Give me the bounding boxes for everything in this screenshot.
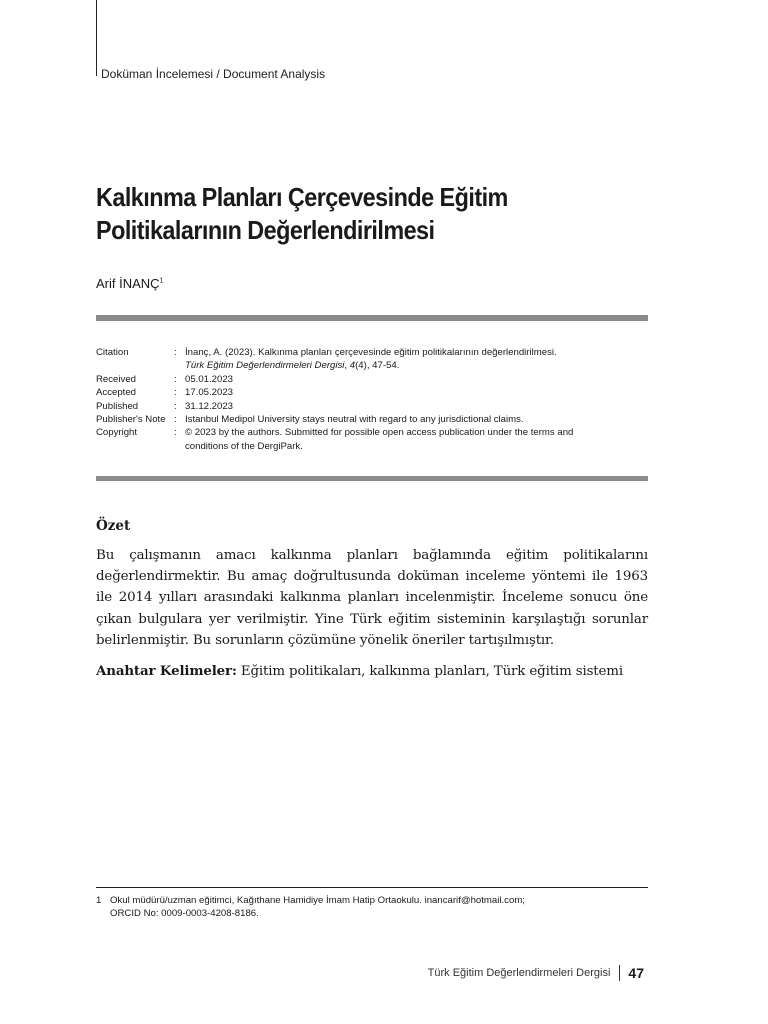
citation-text: İnanç, A. (2023). Kalkınma planları çerçevesinde eğitim politikalarının değerlendirilmesi. [185, 347, 557, 358]
article-title [96, 181, 600, 247]
page-number: 47 [628, 965, 644, 981]
meta-label: Publisher's Note [96, 414, 166, 426]
keywords-label: Anahtar Kelimeler: [96, 663, 237, 679]
author-name: Arif İNANÇ [96, 276, 160, 291]
meta-row-copyright: Copyright : © 2023 by the authors. Submitted for possible open access publication under the terms and conditions of the DergiPark. [96, 427, 574, 452]
meta-label: Citation [96, 347, 129, 358]
meta-row-received: Received : 05.01.2023 [96, 373, 648, 386]
abstract-text: Bu çalışmanın amacı kalkınma planları bağlamında eğitim politikalarını değerlendirmektir. Bu amaç doğrultusunda doküman inceleme yöntemi ile 1963 ile 2014 yılları arasındaki kalkınma planları incelenmiştir. İnceleme sonucu öne çıkan bulgulara yer verilmiştir. Yine Türk eğitim sisteminin karşılaştığı sorunlar belirlenmiştir. Bu sorunların çözümüne yönelik öneriler tartışılmıştır. [96, 548, 648, 648]
header-vertical-rule [96, 0, 97, 76]
meta-row-accepted: Accepted : 17.05.2023 [96, 386, 648, 399]
footnote-line-1: Okul müdürü/uzman eğitimci, Kağıthane Hamidiye İmam Hatip Ortaokulu. inancarif@hotmail.com; [110, 895, 525, 906]
meta-value: 31.12.2023 [185, 400, 234, 412]
meta-row-published: Published : 31.12.2023 [96, 400, 648, 413]
copyright-line-1: © 2023 by the authors. Submitted for possible open access publication under the terms and [185, 427, 574, 439]
footer-journal: Türk Eğitim Değerlendirmeleri Dergisi [427, 967, 611, 979]
section-label: Doküman İncelemesi / Document Analysis [101, 67, 326, 81]
footnote-number: 1 [96, 895, 102, 906]
footer-separator [619, 965, 620, 981]
metadata-bottom-bar [96, 476, 648, 481]
citation-issue-pages: (4), 47-54. [355, 360, 400, 372]
meta-value: 17.05.2023 [185, 387, 234, 399]
title-line-2: Politikalarının Değerlendirilmesi [96, 215, 435, 245]
keywords [96, 661, 648, 682]
citation-journal: Türk Eğitim Değerlendirmeleri Dergisi [185, 360, 345, 372]
article-metadata [96, 346, 648, 453]
title-line-1: Kalkınma Planları Çerçevesinde Eğitim [96, 182, 508, 212]
meta-label: Received [96, 373, 136, 385]
footnote-line-2: ORCID No: 0009-0003-4208-8186. [110, 908, 259, 920]
footnote-rule [96, 887, 648, 888]
meta-row-citation: Citation : İnanç, A. (2023). Kalkınma planları çerçevesinde eğitim politikalarının değerlendirilmesi. Türk Eğitim Değerlendirmeleri Dergisi, 4(4), 47-54. [96, 347, 557, 372]
meta-value: Istanbul Medipol University stays neutral with regard to any jurisdictional claims. [185, 414, 524, 426]
citation-volume: 4 [349, 360, 356, 372]
meta-label: Published [96, 400, 139, 412]
meta-row-publishers-note: Publisher's Note : Istanbul Medipol University stays neutral with regard to any jurisdictional claims. [96, 413, 648, 426]
meta-value: 05.01.2023 [185, 373, 234, 385]
keywords-text: Eğitim politikaları, kalkınma planları, Türk eğitim sistemi [240, 664, 623, 679]
meta-label: Accepted [96, 387, 137, 399]
author-footnote-mark: 1 [159, 277, 164, 285]
copyright-line-2: conditions of the DergiPark. [185, 440, 303, 452]
page-footer [428, 965, 644, 981]
abstract-heading: Özet [96, 518, 131, 534]
footnote [96, 894, 648, 921]
author [96, 276, 163, 291]
metadata-top-bar [96, 315, 648, 321]
meta-label: Copyright [96, 427, 138, 439]
